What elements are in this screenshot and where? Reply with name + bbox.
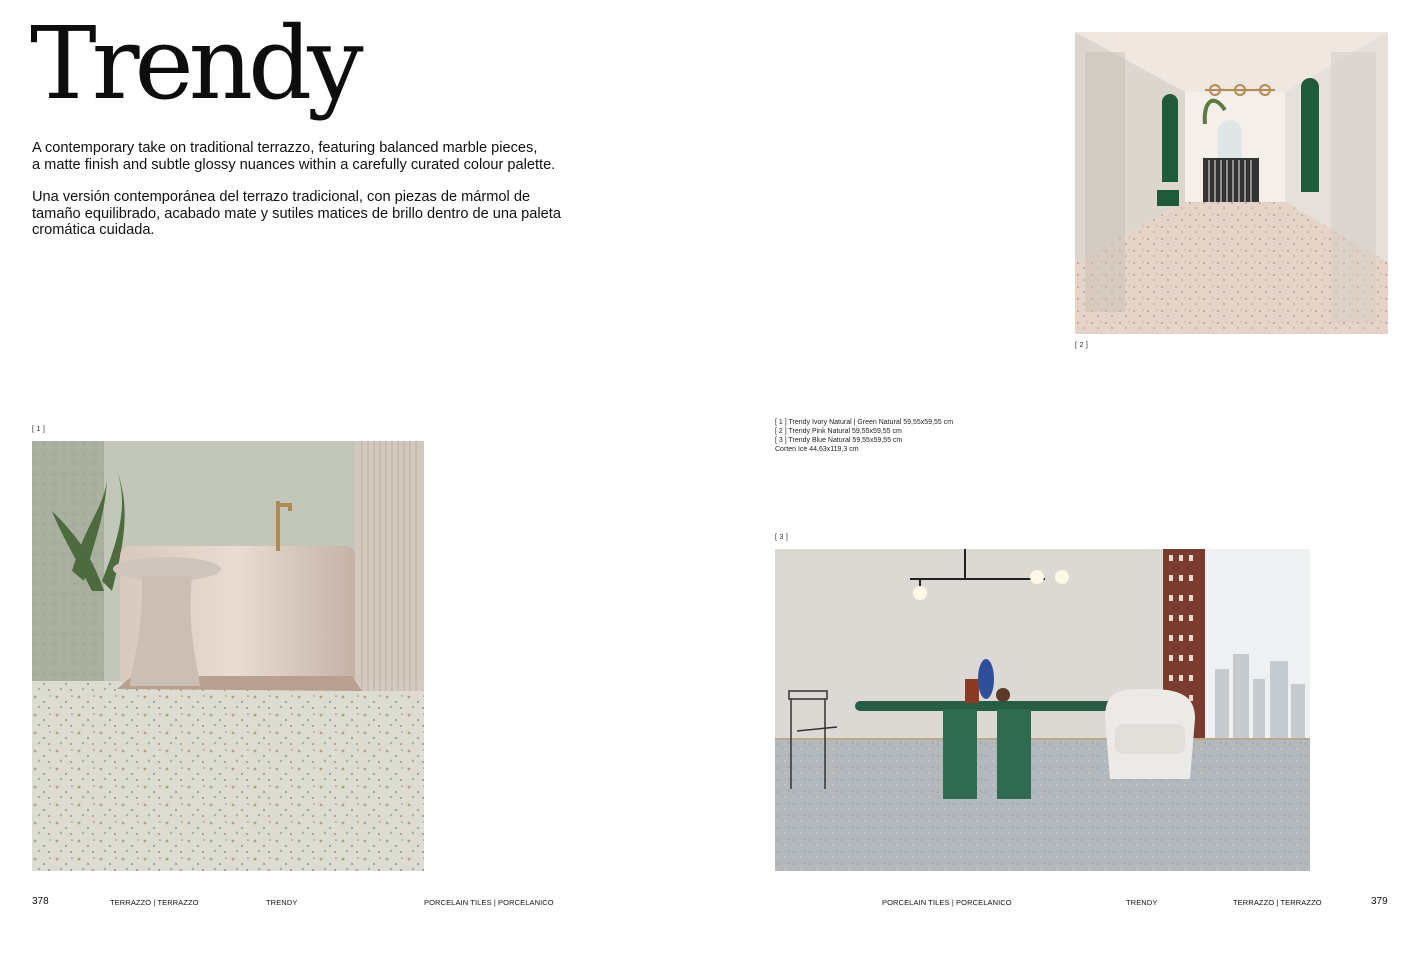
footer-left-collection: TRENDY <box>266 898 298 907</box>
footer-right-section: TERRAZZO | TERRAZZO <box>1233 898 1322 907</box>
image-1-tag: [ 1 ] <box>32 426 46 433</box>
footer-left-section: TERRAZZO | TERRAZZO <box>110 898 199 907</box>
page-title: Trendy <box>30 5 359 122</box>
image-3-tag: [ 3 ] <box>775 534 789 541</box>
page-number-right: 379 <box>1371 896 1388 907</box>
photo-corridor <box>1075 32 1388 334</box>
photo-dining <box>775 549 1310 871</box>
photo-corridor-illustration <box>1075 32 1388 334</box>
caption-1: [ 1 ] Trendy Ivory Natural | Green Natural 59,55x59,55 cm <box>775 419 954 426</box>
photo-dining-illustration <box>775 549 1310 871</box>
intro-spanish: Una versión contemporánea del terrazo tradicional, con piezas de mármol de tamaño equilibrado, acabado mate y sutiles matices de brillo dentro de una paleta cromática cuidada. <box>32 189 561 239</box>
footer-right-collection: TRENDY <box>1126 898 1158 907</box>
photo-bathroom-illustration <box>32 441 424 871</box>
intro-english: A contemporary take on traditional terrazzo, featuring balanced marble pieces, a matte finish and subtle glossy nuances within a carefully curated colour palette. <box>32 140 556 173</box>
caption-4: Corten Ice 44,63x119,3 cm <box>775 446 859 453</box>
image-captions <box>775 418 953 454</box>
footer-left-category: PORCELAIN TILES | PORCELANICO <box>424 898 554 907</box>
footer-right-category: PORCELAIN TILES | PORCELANICO <box>882 898 1012 907</box>
page-number-left: 378 <box>32 896 49 907</box>
image-2-tag: [ 2 ] <box>1075 342 1089 349</box>
photo-bathroom <box>32 441 424 871</box>
caption-2: [ 2 ] Trendy Pink Natural 59,55x59,55 cm <box>775 428 902 435</box>
caption-3: [ 3 ] Trendy Blue Natural 59,55x59,55 cm <box>775 437 903 444</box>
